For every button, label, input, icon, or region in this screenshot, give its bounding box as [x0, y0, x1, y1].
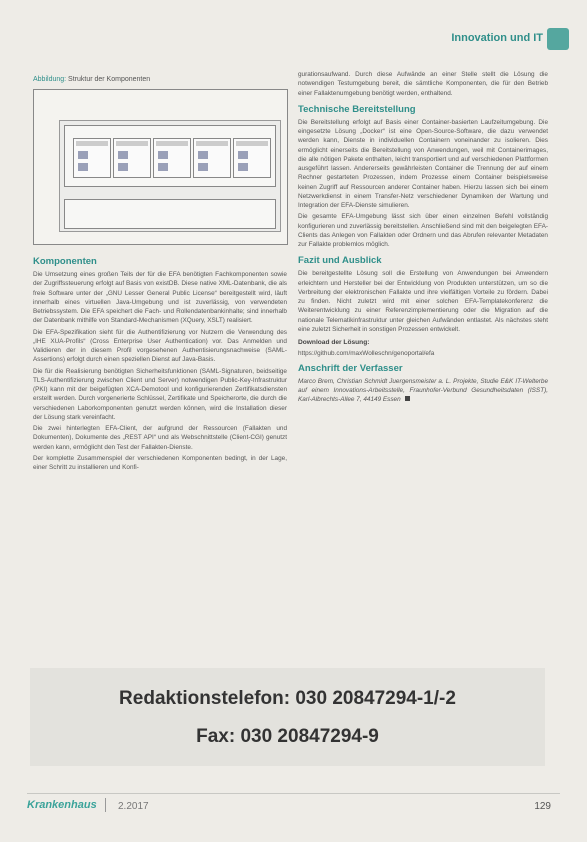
section-tab-marker — [547, 28, 569, 50]
paragraph: Die für die Realisierung benötigten Sicherheitsfunktionen (SAML-Signaturen, beidseitige TLS-Authentifizierung zwischen Client und Server) notwendigen Public-Key-Infrastruktur (PKI) kann mit der beigefügten XCA-Demotool und konfigurierenden Zertifikatsdiensten erstellt werden. Durch vorgenerierte Schlüssel, Zertifikate und Speicherorte, die durch die verschiedenen Laborkomponenten genutzt werden können, wird die Installation dieser der Lösung stark vereinfacht. — [33, 367, 287, 421]
author-address-text: Marco Brem, Christian Schmidt Juergensmeister a. L. Projekte, Studie E&K IT-Welterbe auf einem Innovations-Arbeitsstelle, Fraunhofer-Verbund Gesundheitsdaten (ISST), Karl-Albrechts-Allee 7, 44149 Essen — [298, 377, 548, 403]
paragraph: Die bereitgestellte Lösung soll die Erstellung von Anwendungen bei Anwendern erleichtern und Hersteller bei der Entwicklung von Produkten unterstützen, um so die Verbreitung der elektronischen Fallakte und ihre vielfältigen Vorteile zu fördern. Dabei zu finden. Nicht zuletzt wird mit einer solchen EFA-Templatekonferenz die Weiterentwicklung zu einer Referenzimplementierung oder die Migration auf die nationale Telematikinfrastruktur unter gleichen Aufwänden entlastet. Als nächstes steht eine zuletzt Sicherheit in sonstigen Prozessen entwickelt. — [298, 270, 548, 333]
footer-issue: 2.2017 — [118, 801, 149, 812]
diagram-component — [153, 138, 191, 178]
figure-caption-text: Struktur der Komponenten — [68, 76, 151, 83]
paragraph: Der komplette Zusammenspiel der verschiedenen Komponenten bedingt, in der Lage, einer Schritt zu installieren und Konfi- — [33, 454, 287, 471]
footer-rule — [27, 793, 560, 794]
diagram-database-layer — [64, 199, 276, 229]
page-number: 129 — [534, 801, 551, 812]
figure-caption-label: Abbildung: — [33, 76, 67, 83]
heading-komponenten: Komponenten — [33, 256, 97, 267]
banner-phone: Redaktionstelefon: 030 20847294-1/-2 — [119, 688, 456, 709]
paragraph: Die EFA-Spezifikation sieht für die Authentifizierung vor Nutzern die Verwendung des „IHE XUA-Profils“ (Cross Enterprise User Authentication) vor. Das Anmelden und Validieren der in diesem Profil vorgesehenen Authentisierungsnachweise (SAML-Assertions) erfolgt durch einen speziellen Dienst auf Java-Basis. — [33, 328, 287, 364]
diagram-component — [233, 138, 271, 178]
diagram-component — [73, 138, 111, 178]
paragraph: Die gesamte EFA-Umgebung lässt sich über einen einzelnen Befehl vollständig konfigurieren und zuverlässig bereitstellen. Anschließend sind mit den beigelegten EFA-Clients das Anlegen von Fallakten oder Ordnern und das Abrufen relevanter Metadaten zur Fallakte problemlos möglich. — [298, 213, 548, 248]
right-column — [298, 70, 548, 406]
left-column — [33, 256, 287, 474]
download-link[interactable]: https://github.com/maxWolleschn/genoportal/efa — [298, 350, 435, 358]
article-end-mark — [405, 396, 410, 401]
banner-fax: Fax: 030 20847294-9 — [196, 726, 379, 747]
diagram-component — [113, 138, 151, 178]
heading-anschrift: Anschrift der Verfasser — [298, 362, 403, 374]
footer-brand-logo: Krankenhaus — [27, 799, 97, 811]
section-header: Innovation und IT — [451, 32, 543, 44]
figure — [33, 76, 286, 246]
author-address — [298, 377, 548, 405]
figure-diagram — [33, 89, 288, 245]
heading-fazit-und-ausblick: Fazit und Ausblick — [298, 255, 382, 267]
diagram-server-box — [59, 120, 281, 232]
contact-banner — [30, 668, 545, 766]
heading-download: Download der Lösung: — [298, 339, 370, 346]
heading-technische-bereitstellung: Technische Bereitstellung — [298, 103, 416, 115]
diagram-web-layer — [64, 125, 276, 187]
diagram-component — [193, 138, 231, 178]
paragraph: Die Umsetzung eines großen Teils der für die EFA benötigten Fachkomponenten sowie der Zugriffssteuerung erfolgt auf Basis von existDB. Diese native XML-Datenbank, die als freie Software unter der „GNU Lesser General Public License“ bereitgestellt wird, läuft innerhalb eines virtuellen Java-Umgebung und ist zuverlässig, von verwendeten Betriebssystem. Die EFA speichert die Fach- und Rollendatenbankinhalte; sind innerhalb der Datenbank mithilfe von Standard-Mechanismen (XQuery, XSLT) realisiert. — [33, 271, 287, 325]
footer-separator — [105, 798, 106, 812]
figure-caption — [33, 76, 286, 83]
paragraph: Die zwei hinterlegten EFA-Client, der aufgrund der Ressourcen (Fallakten und Dokumenten), Dokumente des „REST API“ und als Webschnittstelle (Client-CGI) genutzt werden kann, ermöglicht den Test der Fallakten-Dienste. — [33, 425, 287, 451]
paragraph: gurationsaufwand. Durch diese Aufwände an einer Stelle stellt die Lösung die notwendigen Testumgebung bereit, die sämtliche Komponenten, die für den Betrieb einer Fallaktenumgebung benötigt werden, enthaltend. — [298, 71, 548, 97]
paragraph: Die Bereitstellung erfolgt auf Basis einer Container-basierten Laufzeitumgebung. Die eingesetzte Lösung „Docker“ ist eine Open-Source-Software, die dazu verwendet werden kann, Dienste in individuellen Containern voneinander zu isolieren. Dies ermöglicht einerseits die Bereitstellung von Anwendungen, weil mit Containerimages, die alle nötigen Pakete enthalten, leicht transportiert und auf verschiedenen Plattformen ausgeführt lassen. Andererseits gewährleisten Container die Trennung der auf einem Rechner gestarteten Prozessen, indem Prozesse einem Container beispielsweise keinen Zugriff auf Ressourcen anderer Container haben. Hierzu lassen sich bei einem Netzwerkdienst in einem Transfer-Netz verschiedener Dynamiken der Wartung und Integration der EFA-Dienste simulieren. — [298, 118, 548, 209]
